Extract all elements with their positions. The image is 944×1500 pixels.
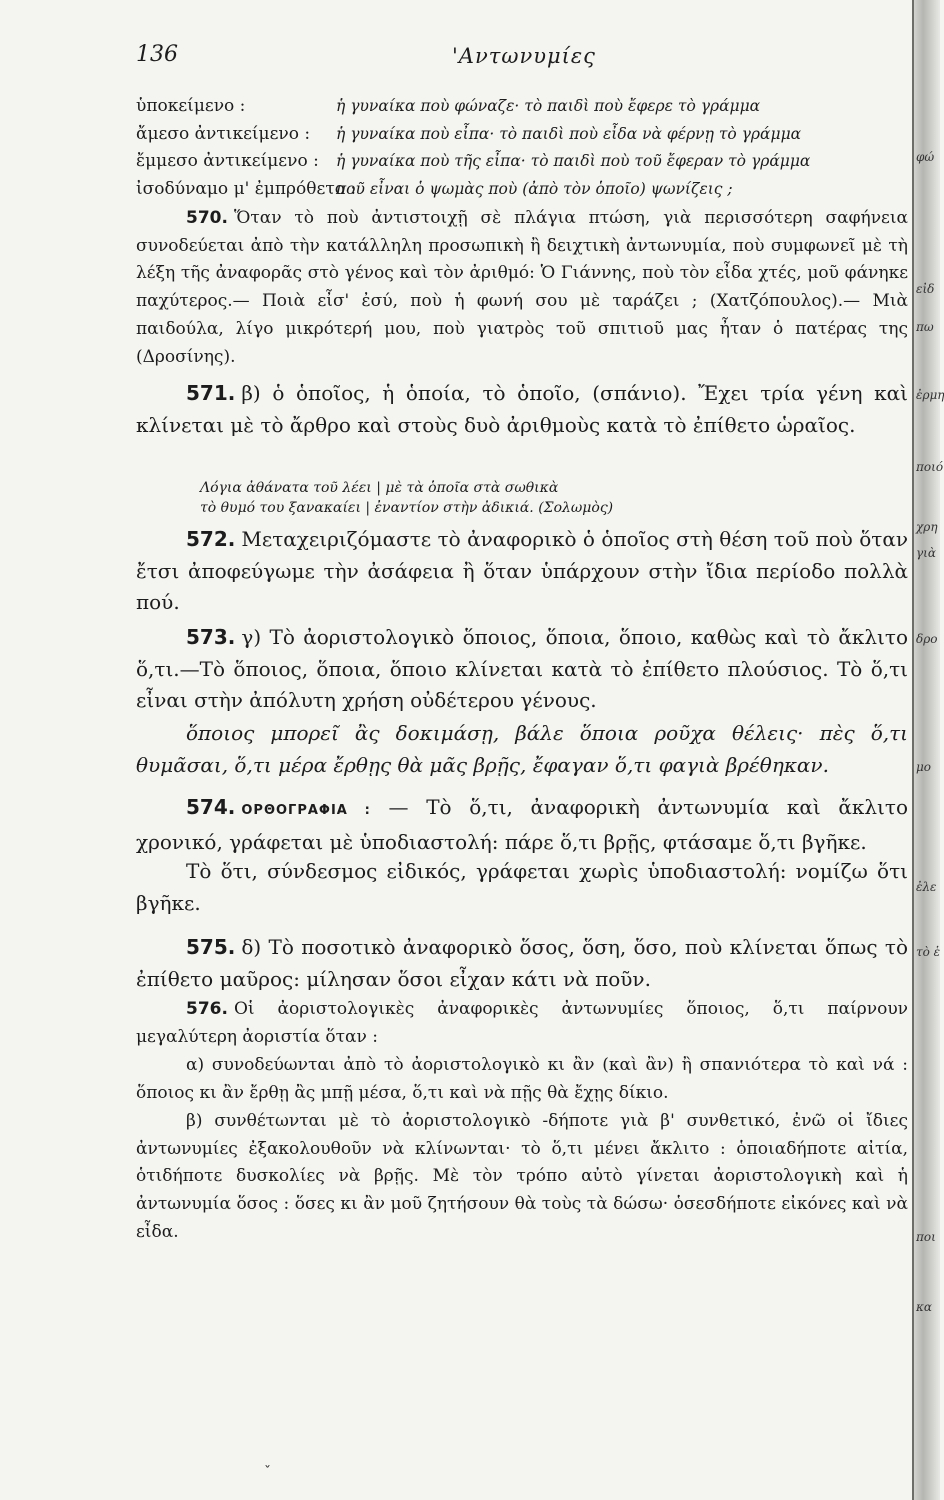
paragraph-text: γ) Τὸ ἀοριστολογικὸ ὅποιος, ὅποια, ὅποιο, καθὼς καὶ τὸ ἄκλιτο ὅ,τι.—Τὸ ὅποιος, ὅποια, ὅποιο κλίνεται κατὰ τὸ ἐπίθετο πλούσιος. Τὸ ὅ,τι εἶναι στὴν ἀπόλυτη χρήση οὐδέτερου γένους. bbox=[136, 625, 908, 712]
bottom-mark: ˇ bbox=[264, 1464, 271, 1480]
page-number: 136 bbox=[136, 42, 178, 67]
edge-fragment: μο bbox=[916, 760, 932, 774]
paragraph-570 bbox=[136, 205, 908, 373]
syntax-label: ἄμεσο ἀντικείμενο : bbox=[136, 123, 311, 144]
paragraph-text: — Τὸ ὅ,τι, ἀναφορικὴ ἀντωνυμία καὶ ἄκλιτο χρονικό, γράφεται μὲ ὑποδιαστολή: πάρε ὅ,τι βρῇς, φτάσαμε ὅ,τι βγῆκε. bbox=[136, 795, 908, 854]
edge-fragment: ἐρμη bbox=[916, 388, 944, 402]
quote-line: Λόγια ἀθάνατα τοῦ λέει | μὲ τὰ ὁποῖα στὰ σωθικὰ bbox=[200, 480, 559, 496]
edge-fragment: ποι bbox=[916, 1230, 936, 1244]
syntax-row bbox=[136, 151, 908, 179]
syntax-examples bbox=[136, 96, 908, 206]
quote-line: τὸ θυμό του ξανακαίει | ἐναντίον στὴν ἀδικιά. (Σολωμὸς) bbox=[200, 500, 614, 516]
paragraph-573 bbox=[136, 622, 908, 718]
section-number: 570. bbox=[186, 208, 228, 228]
paragraph-text: β) ὁ ὁποῖος, ἡ ὁποία, τὸ ὁποῖο, (σπάνιο). Ἔχει τρία γένη καὶ κλίνεται μὲ τὸ ἄρθρο καὶ στοὺς δυὸ ἀριθμοὺς κατὰ τὸ ἐπίθετο ὡραῖος. bbox=[136, 381, 908, 437]
running-title: 'Αντωνυμίες bbox=[452, 44, 596, 68]
section-number: 573. bbox=[186, 625, 236, 649]
section-number: 574. bbox=[186, 795, 236, 819]
orthography-label: ΟΡΘΟΓΡΑΦΙΑ : bbox=[241, 803, 371, 818]
edge-fragment: ἐλε bbox=[916, 880, 937, 894]
edge-fragment: ποιό bbox=[916, 460, 944, 474]
paragraph-text: Ὅταν τὸ ποὺ ἀντιστοιχῇ σὲ πλάγια πτώση, γιὰ περισσότερη σαφήνεια συνοδεύεται ἀπὸ τὴν κατάλληλη προσωπικὴ ἢ δειχτικὴ ἀντωνυμία, ποὺ συμφωνεῖ μὲ τὴ λέξη τῆς ἀναφορᾶς στὸ γένος καὶ τὸν ἀριθμό: Ὁ Γιάννης, ποὺ τὸν εἶδα χτές, μοῦ φάνηκε παχύτερος.— Ποιὰ εἶσ' ἐσύ, ποὺ ἡ φωνή σου μὲ ταράζει ; (Χατζόπουλος).— Μιὰ παιδούλα, λίγο μικρότερή μου, ποὺ γιατρὸς τοῦ σπιτιοῦ μας ἦταν ὁ πατέρας της (Δροσίνης). bbox=[136, 208, 908, 367]
example-573 bbox=[136, 718, 908, 784]
paragraph-text: α) συνοδεύωνται ἀπὸ τὸ ἀοριστολογικὸ κι ἂν (καὶ ἂν) ἢ σπανιότερα τὸ καὶ νά : ὅποιος κι ἂν ἔρθῃ ἂς μπῇ μέσα, ὅ,τι καὶ νὰ πῇς θὰ ἔχῃς δίκιο. bbox=[136, 1055, 908, 1103]
syntax-example: ποῦ εἶναι ὁ ψωμὰς ποὺ (ἀπὸ τὸν ὁποῖο) ψωνίζεις ; bbox=[336, 179, 733, 198]
paragraph-574 bbox=[136, 792, 908, 856]
syntax-row bbox=[136, 124, 908, 152]
paragraph-572 bbox=[136, 524, 908, 620]
paragraph-576 bbox=[136, 996, 908, 1052]
section-number: 571. bbox=[186, 381, 236, 405]
syntax-row bbox=[136, 96, 908, 124]
syntax-example: ἡ γυναίκα ποὺ τῆς εἶπα· τὸ παιδὶ ποὺ τοῦ ἔφεραν τὸ γράμμα bbox=[336, 152, 811, 170]
paragraph-575 bbox=[136, 932, 908, 996]
paragraph-text: β) συνθέτωνται μὲ τὸ ἀοριστολογικὸ -δήποτε γιὰ β' συνθετικό, ἐνῶ οἱ ἴδιες ἀντωνυμίες ἐξακολουθοῦν νὰ κλίνωνται· τὸ ὅ,τι μένει ἄκλιτο : ὁποιαδήποτε αἰτία, ὁτιδήποτε δυσκολίες νὰ βρῇς. Μὲ τὸν τρόπο αὐτὸ γίνεται ἀοριστολογικὴ καὶ ἡ ἀντωνυμία ὅσος : ὅσες κι ἂν μοῦ ζητήσουν θὰ τοὺς τὰ δώσω· ὁσεσδήποτε εἰκόνες καὶ νὰ εἶδα. bbox=[136, 1111, 908, 1242]
edge-fragment: πω bbox=[916, 320, 934, 334]
edge-fragment: γιὰ bbox=[916, 546, 936, 560]
paragraph-576a bbox=[136, 1052, 908, 1108]
paragraph-text: Μεταχειριζόμαστε τὸ ἀναφορικὸ ὁ ὁποῖος στὴ θέση τοῦ ποὺ ὅταν ἔτσι ἀποφεύγωμε τὴν ἀσάφεια ἢ ὅταν ὑπάρχουν στὴν ἴδια περίοδο πολλὰ πού. bbox=[136, 527, 908, 614]
section-number: 575. bbox=[186, 935, 236, 959]
edge-fragment: φώ bbox=[916, 150, 935, 164]
facing-page-edge bbox=[912, 0, 944, 1500]
paragraph-574b bbox=[136, 856, 908, 920]
section-number: 572. bbox=[186, 527, 236, 551]
syntax-label: ὑποκείμενο : bbox=[136, 96, 246, 116]
paragraph-text: Οἱ ἀοριστολογικὲς ἀναφορικὲς ἀντωνυμίες ὅποιος, ὅ,τι παίρνουν μεγαλύτερη ἀοριστία ὅταν : bbox=[136, 999, 908, 1047]
example-text: ὅποιος μπορεῖ ἂς δοκιμάσῃ, βάλε ὅποια ροῦχα θέλεις· πὲς ὅ,τι θυμᾶσαι, ὅ,τι μέρα ἔρθῃς θὰ μᾶς βρῇς, ἔφαγαν ὅ,τι φαγιὰ βρέθηκαν. bbox=[136, 721, 908, 777]
edge-fragment: τὸ ἑ bbox=[916, 945, 941, 959]
edge-fragment: κα bbox=[916, 1300, 932, 1314]
page-header bbox=[136, 42, 916, 82]
paragraph-text: δ) Τὸ ποσοτικὸ ἀναφορικὸ ὅσος, ὅση, ὅσο, ποὺ κλίνεται ὅπως τὸ ἐπίθετο μαῦρος: μίλησαν ὅσοι εἶχαν κάτι νὰ ποῦν. bbox=[136, 935, 908, 991]
page-edge-line bbox=[912, 0, 914, 1500]
edge-fragment: χρη bbox=[916, 520, 938, 534]
paragraph-576b bbox=[136, 1108, 908, 1246]
syntax-label: ἔμμεσο ἀντικείμενο : bbox=[136, 151, 319, 171]
syntax-label: ἰσοδύναμο μ' ἐμπρόθετο : bbox=[136, 178, 357, 199]
syntax-example: ἡ γυναίκα ποὺ εἶπα· τὸ παιδὶ ποὺ εἶδα νὰ φέρνῃ τὸ γράμμα bbox=[336, 124, 802, 143]
poem-quote bbox=[200, 478, 800, 518]
edge-fragment: εἰδ bbox=[916, 282, 935, 296]
edge-fragment: δρο bbox=[916, 632, 938, 646]
paragraph-text: Τὸ ὅτι, σύνδεσμος εἰδικός, γράφεται χωρὶς ὑποδιαστολή: νομίζω ὅτι βγῆκε. bbox=[136, 859, 908, 915]
section-number: 576. bbox=[186, 999, 228, 1019]
paragraph-571 bbox=[136, 378, 908, 474]
syntax-row bbox=[136, 179, 908, 207]
syntax-example: ἡ γυναίκα ποὺ φώναζε· τὸ παιδὶ ποὺ ἔφερε τὸ γράμμα bbox=[336, 97, 761, 115]
